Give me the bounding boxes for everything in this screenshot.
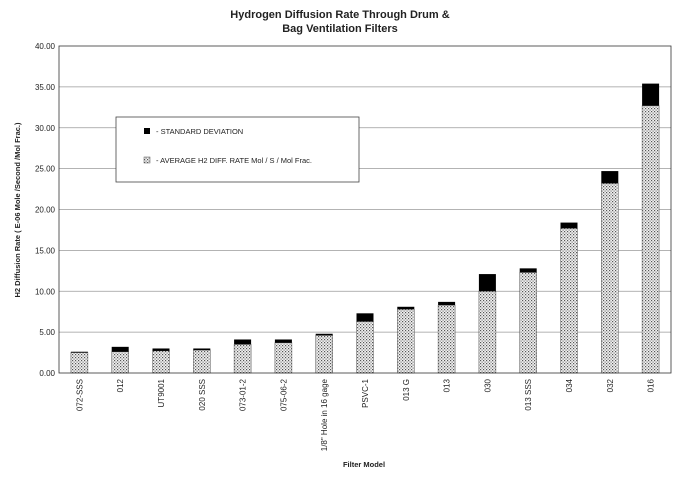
bar-average <box>357 321 374 373</box>
y-tick-label: 25.00 <box>34 164 55 174</box>
x-tick-label: 013 <box>442 379 452 393</box>
bar-average <box>153 351 170 373</box>
bar-average <box>234 344 251 373</box>
bar-average <box>438 305 455 373</box>
chart-title-line-1: Hydrogen Diffusion Rate Through Drum & <box>230 9 450 21</box>
y-axis-title: H2 Diffusion Rate ( E-06 Mole /Second /Mol Frac.) <box>13 122 22 298</box>
bar-std-dev <box>71 352 88 353</box>
bar-std-dev <box>153 348 170 350</box>
y-tick-label: 0.00 <box>39 369 55 378</box>
y-tick-label: 10.00 <box>34 287 55 297</box>
x-tick-label: 034 <box>565 379 574 393</box>
bar-std-dev <box>316 334 333 336</box>
y-tick-label: 5.00 <box>39 328 55 338</box>
bar-std-dev <box>275 339 292 342</box>
x-tick-label: 012 <box>116 379 126 393</box>
x-tick-label: 1/8" Hole in 16 gage <box>320 379 330 452</box>
legend-swatch-std-dev <box>144 128 150 134</box>
bar-std-dev <box>112 347 129 352</box>
legend-swatch-average <box>144 157 150 163</box>
bar-average <box>561 228 578 373</box>
x-tick-label: 020 SSS <box>197 379 207 411</box>
legend <box>116 117 359 182</box>
x-tick-label: 013 G <box>401 379 411 401</box>
bar-std-dev <box>520 268 537 272</box>
x-tick-label: PSVC-1 <box>361 379 370 408</box>
bar-average <box>479 291 496 373</box>
x-tick-label: 072-SSS <box>75 379 85 412</box>
x-tick-label: 032 <box>605 379 615 393</box>
legend-label-std-dev: - STANDARD DEVIATION <box>156 127 244 136</box>
bar-average <box>275 343 292 373</box>
bar-std-dev <box>642 84 659 106</box>
x-tick-labels <box>75 378 655 451</box>
x-tick-label: 013 SSS <box>524 379 534 411</box>
bar-average <box>316 335 333 373</box>
bar-std-dev <box>601 171 618 183</box>
legend-label-average: - AVERAGE H2 DIFF. RATE Mol / S / Mol Frac. <box>156 156 312 165</box>
y-tick-label: 35.00 <box>34 82 55 92</box>
bar-average <box>193 350 210 373</box>
bar-std-dev <box>561 223 578 229</box>
bar-std-dev <box>234 339 251 344</box>
x-axis-title: Filter Model <box>342 460 386 469</box>
bar-std-dev <box>438 302 455 305</box>
x-tick-label: UT9001 <box>157 379 166 408</box>
bar-std-dev <box>357 313 374 321</box>
bar-std-dev <box>397 307 414 309</box>
y-tick-label: 20.00 <box>34 205 55 215</box>
y-tick-labels <box>35 42 56 378</box>
y-tick-label: 40.00 <box>34 42 55 51</box>
chart-title-line-2: Bag Ventilation Filters <box>282 23 398 35</box>
bar-average <box>112 352 129 373</box>
bar-average <box>397 309 414 373</box>
x-tick-label: 073-01-2 <box>238 379 248 412</box>
bar-average <box>642 106 659 373</box>
x-tick-label: 016 <box>646 379 656 393</box>
bar-std-dev <box>479 274 496 291</box>
bar-std-dev <box>193 348 210 350</box>
y-tick-label: 30.00 <box>34 123 55 133</box>
y-tick-label: 15.00 <box>34 246 55 256</box>
bar-average <box>71 353 88 373</box>
x-tick-label: 075-06-2 <box>279 379 289 412</box>
bar-average <box>601 183 618 373</box>
bar-average <box>520 272 537 373</box>
x-tick-label: 030 <box>483 379 493 393</box>
